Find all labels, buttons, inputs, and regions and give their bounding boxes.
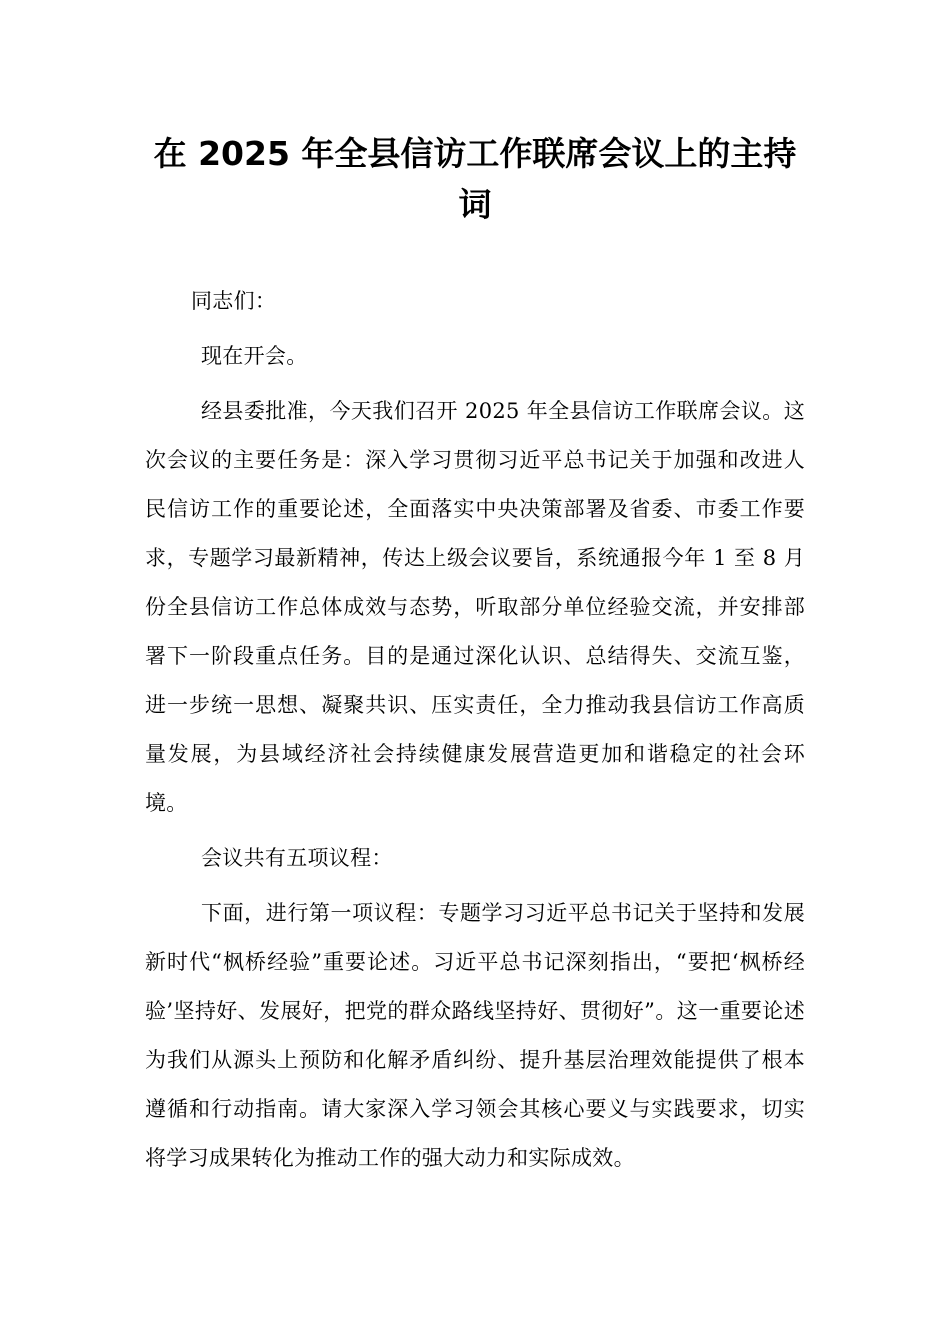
document-title: 在 2025 年全县信访工作联席会议上的主持词 [153, 134, 797, 224]
document-body [145, 277, 805, 1189]
meeting-purpose-paragraph: 经县委批准，今天我们召开 2025 年全县信访工作联席会议。这次会议的主要任务是：深入学习贯彻习近平总书记关于加强和改进人民信访工作的重要论述，全面落实中央决策部署及省委、市委工作要求，专题学习最新精神，传达上级会议要旨，系统通报今年 1 至 8 月份全县信访工作总体成效与态势，听取部分单位经验交流，并安排部署下一阶段重点任务。目的是通过深化认识、总结得失、交流互鉴，进一步统一思想、凝聚共识、压实责任，全力推动我县信访工作高质量发展，为县域经济社会持续健康发展营造更加和谐稳定的社会环境。 [145, 399, 805, 815]
agenda-intro-paragraph: 会议共有五项议程： [201, 846, 393, 870]
agenda-item-one-paragraph: 下面，进行第一项议程：专题学习习近平总书记关于坚持和发展新时代“枫桥经验”重要论述。习近平总书记深刻指出，“要把‘枫桥经验’坚持好、发展好，把党的群众路线坚持好、贯彻好”。这一重要论述为我们从源头上预防和化解矛盾纠纷、提升基层治理效能提供了根本遵循和行动指南。请大家深入学习领会其核心要义与实践要求，切实将学习成果转化为推动工作的强大动力和实际成效。 [145, 901, 805, 1170]
opening-paragraph: 现在开会。 [201, 344, 308, 368]
greeting-paragraph: 同志们： [191, 289, 277, 313]
